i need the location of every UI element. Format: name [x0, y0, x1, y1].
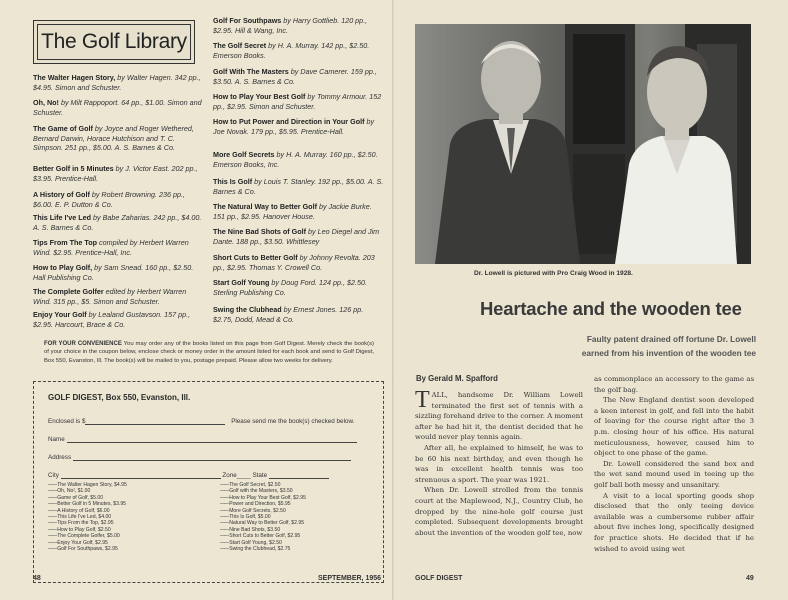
- article-headline: Heartache and the wooden tee: [480, 298, 742, 319]
- book-details: by J. Victor East. 202 pp., $3.95. Prentice-Hall.: [33, 164, 198, 183]
- book-title: Enjoy Your Golf: [33, 310, 87, 319]
- order-instructions-heading: FOR YOUR CONVENIENCE: [44, 341, 122, 347]
- book-details: by Jackie Burke. 151 pp., $2.95. Hanover House.: [213, 202, 372, 221]
- address-field[interactable]: [73, 460, 351, 461]
- coupon-checkbox-item[interactable]: —— Game of Golf, $5.00: [48, 495, 127, 501]
- coupon-checkbox-item[interactable]: —— This Life I've Led, $4.00: [48, 514, 127, 520]
- coupon-checkbox-item[interactable]: —— Swing the Clubhead, $2.75: [220, 546, 306, 552]
- coupon-checkbox-item[interactable]: —— Natural Way to Better Golf, $2.95: [220, 520, 306, 526]
- book-entry: [213, 177, 385, 196]
- book-entry: [33, 263, 203, 282]
- book-details: by Harry Gottlieb. 120 pp., $2.95. Hill & Wang, Inc.: [213, 16, 368, 35]
- order-instructions-text: You may order any of the books listed on this page from Golf Digest. Merely check the book(s) of your choice in the coupon below, enclose check or money order in the amount listed for each book and send to Golf Digest, Box 550, Evanston, Ill. The book(s) will be mailed to you, postage prepaid. Please allow two weeks for delivery.: [44, 341, 374, 364]
- book-title: Better Golf in 5 Minutes: [33, 164, 114, 173]
- page-number-left: 48: [33, 575, 41, 582]
- zone-state-label: Zone____ State: [222, 472, 268, 479]
- book-details: by H. A. Murray. 160 pp., $2.50. Emerson Books, Inc.: [213, 150, 378, 169]
- book-details: by Johnny Revolta. 203 pp., $2.95. Thomas Y. Crowell Co.: [213, 253, 375, 272]
- book-entry: [213, 202, 385, 221]
- coupon-checklist-left: [48, 482, 127, 552]
- book-entry: [213, 41, 385, 60]
- coupon-checkbox-item[interactable]: —— Power and Direction, $5.95: [220, 501, 306, 507]
- book-details: by Milt Rappoport. 64 pp., $1.00. Simon and Schuster.: [33, 98, 202, 117]
- deck-line-1: Faulty patent drained off fortune Dr. Lowell: [586, 334, 756, 344]
- book-title: How to Play Golf,: [33, 263, 93, 272]
- book-details: by Dave Camerer. 159 pp., $3.50. A. S. Barnes & Co.: [213, 67, 377, 86]
- enclosed-amount-field[interactable]: [85, 424, 225, 425]
- photo-caption: Dr. Lowell is pictured with Pro Craig Wood in 1928.: [474, 270, 633, 277]
- article-paragraph: After all, he explained to himself, he was to be 60 his next birthday, and even though he was in excellent health tennis was too strenuous a sport. The year was 1921.: [415, 443, 583, 484]
- coupon-checkbox-item[interactable]: —— Tips From the Top, $2.95: [48, 520, 127, 526]
- book-entry: [213, 117, 385, 136]
- city-label: City: [48, 472, 59, 479]
- drop-cap: T: [415, 387, 430, 413]
- article-paragraph: as commonplace an accessory to the game as the golf bag.: [594, 375, 754, 394]
- coupon-checklist-right: [220, 482, 306, 552]
- coupon-checkbox-item[interactable]: —— More Golf Secrets, $2.50: [220, 508, 306, 514]
- magazine-name-footer: GOLF DIGEST: [415, 575, 463, 582]
- coupon-checkbox-item[interactable]: —— Enjoy Your Golf, $2.95: [48, 540, 127, 546]
- coupon-checkbox-item[interactable]: —— Oh, No!, $1.00: [48, 488, 127, 494]
- book-entry: [213, 305, 385, 324]
- book-details: by Louis T. Stanley. 192 pp., $5.00. A. S. Barnes & Co.: [213, 177, 384, 196]
- coupon-checkbox-item[interactable]: —— Short Cuts to Better Golf, $2.95: [220, 533, 306, 539]
- historic-photo: [415, 24, 751, 264]
- book-entry: [213, 16, 385, 35]
- city-field[interactable]: [61, 478, 221, 479]
- article-paragraph: TALL, handsome Dr. William Lowell terminated the first set of tennis with a sizzling forehand drive to the corner. A moment after he had hit it, the dentist decided that he would never play tennis again.: [415, 387, 583, 442]
- book-title: Tips From The Top: [33, 238, 98, 247]
- coupon-checkbox-item[interactable]: —— The Walter Hagen Story, $4.95: [48, 482, 127, 488]
- coupon-checkbox-item[interactable]: —— How to Play Your Best Golf, $2.95: [220, 495, 306, 501]
- coupon-checkbox-item[interactable]: —— Start Golf Young, $2.50: [220, 540, 306, 546]
- book-details: by Tommy Armour. 152 pp., $2.95. Simon and Schuster.: [213, 92, 382, 111]
- book-title: The Game of Golf: [33, 124, 93, 133]
- book-entry: [33, 98, 203, 117]
- coupon-checkbox-item[interactable]: —— A History of Golf, $6.00: [48, 508, 127, 514]
- coupon-checkbox-item[interactable]: —— This Is Golf, $5.00: [220, 514, 306, 520]
- right-page: [394, 0, 788, 600]
- book-details: by H. A. Murray. 142 pp., $2.50. Emerson Books.: [213, 41, 370, 60]
- book-entry: [213, 92, 385, 111]
- book-entry: [33, 164, 203, 183]
- enclosed-label: Enclosed is $: [48, 418, 86, 425]
- book-details: by Walter Hagen. 342 pp., $4.95. Simon and Schuster.: [33, 73, 201, 92]
- issue-date: SEPTEMBER, 1956: [318, 575, 382, 582]
- coupon-enclosed-row: [48, 418, 354, 425]
- book-details: by Leo Diegel and Jim Dante. 188 pp., $3.50. Whittlesey: [213, 227, 380, 246]
- book-entry: [213, 278, 385, 297]
- book-details: by Robert Browning. 236 pp., $6.00. E. P. Dutton & Co.: [33, 190, 185, 209]
- book-title: A History of Golf: [33, 190, 90, 199]
- book-title: More Golf Secrets: [213, 150, 275, 159]
- book-details: compiled by Herbert Warren Wind. $2.95. Prentice-Hall, Inc.: [33, 238, 189, 257]
- page-number-right: 49: [746, 575, 754, 582]
- book-entry: [33, 287, 203, 306]
- book-details: by Sam Snead. 160 pp., $2.50. Hall Publishing Co.: [33, 263, 194, 282]
- send-books-text: Please send me the book(s) checked below.: [231, 418, 355, 425]
- coupon-checkbox-item[interactable]: —— Golf For Southpaws, $2.95: [48, 546, 127, 552]
- state-field[interactable]: [269, 478, 329, 479]
- deck-line-2: earned from his invention of the wooden tee: [581, 348, 756, 358]
- book-entry: [33, 190, 203, 209]
- book-title: Short Cuts to Better Golf: [213, 253, 298, 262]
- article-column-1: [415, 387, 583, 538]
- book-entry: [213, 67, 385, 86]
- article-deck: [496, 332, 756, 360]
- coupon-checkbox-item[interactable]: —— How to Play Golf, $2.50: [48, 527, 127, 533]
- book-entry: [213, 227, 385, 246]
- article-byline: By Gerald M. Spafford: [416, 374, 498, 383]
- book-details: by Joyce and Roger Wethered, Bernard Darwin, Horace Hutchison and T. C. Simpson. 251 pp., $5.00. A. S. Barnes & Co.: [33, 124, 194, 152]
- library-title-box: [33, 20, 195, 64]
- book-entry: [33, 124, 203, 153]
- book-title: Start Golf Young: [213, 278, 270, 287]
- book-entry: [213, 253, 385, 272]
- book-title: How to Play Your Best Golf: [213, 92, 306, 101]
- book-title: Swing the Clubhead: [213, 305, 282, 314]
- coupon-checkbox-item[interactable]: —— The Complete Golfer, $5.00: [48, 533, 127, 539]
- library-title: The Golf Library: [37, 24, 191, 60]
- article-column-2: [594, 374, 754, 554]
- name-field[interactable]: [67, 442, 357, 443]
- book-title: The Nine Bad Shots of Golf: [213, 227, 307, 236]
- book-title: The Golf Secret: [213, 41, 267, 50]
- coupon-checkbox-item[interactable]: —— Nine Bad Shots, $3.50: [220, 527, 306, 533]
- book-details: by Joe Novak. 179 pp., $5.95. Prentice-Hall.: [213, 117, 375, 136]
- address-label: Address: [48, 454, 72, 461]
- book-title: The Natural Way to Better Golf: [213, 202, 317, 211]
- book-entry: [33, 310, 203, 329]
- book-title: The Walter Hagen Story,: [33, 73, 116, 82]
- book-title: This Life I've Led: [33, 213, 92, 222]
- name-label: Name: [48, 436, 65, 443]
- book-details: by Ernest Jones. 126 pp. $2.75, Dodd, Mead & Co.: [213, 305, 364, 324]
- book-title: The Complete Golfer: [33, 287, 104, 296]
- coupon-checkbox-item[interactable]: —— Golf with the Masters, $3.50: [220, 488, 306, 494]
- book-title: How to Put Power and Direction in Your Golf: [213, 117, 365, 126]
- book-title: This Is Golf: [213, 177, 253, 186]
- book-details: edited by Herbert Warren Wind. 315 pp., $5. Simon and Schuster.: [33, 287, 187, 306]
- book-entry: [33, 238, 203, 257]
- book-entry: [213, 150, 385, 169]
- book-title: Golf With The Masters: [213, 67, 289, 76]
- coupon-city-row: [48, 472, 329, 479]
- book-details: by Babe Zaharias. 242 pp., $4.00. A. S. Barnes & Co.: [33, 213, 202, 232]
- book-details: by Lealand Gustavson. 157 pp., $2.95. Harcourt, Brace & Co.: [33, 310, 191, 329]
- coupon-heading: GOLF DIGEST, Box 550, Evanston, Ill.: [48, 393, 191, 402]
- article-paragraph: A visit to a local sporting goods shop disclosed that the only teeing device available was a cumbersome rubber affair about five inches long, specifically designed for practice shots. He decided that if he wished to avoid using wet: [594, 491, 754, 553]
- article-paragraph: When Dr. Lowell strolled from the tennis court at the Maplewood, N.J., Country Club, he dropped by the nine-hole golf course just completed. Subsequent developments brought about the invention of the wooden golf tee, now: [415, 486, 583, 537]
- article-paragraph: The New England dentist soon developed a keen interest in golf, and fell into the habit of leaving for the course right after the 3 p.m. closing hour of his office. His natural meticulousness, however, caused him to object to one phase of the game.: [594, 396, 754, 458]
- coupon-address-row: [48, 454, 351, 461]
- order-instructions: [44, 340, 374, 365]
- book-entry: [33, 73, 203, 92]
- book-title: Golf For Southpaws: [213, 16, 282, 25]
- coupon-checkbox-item[interactable]: —— Better Golf in 5 Minutes, $3.95: [48, 501, 127, 507]
- coupon-name-row: [48, 436, 357, 443]
- photo-illustration: [415, 24, 751, 264]
- book-details: by Doug Ford. 124 pp., $2.50. Sterling Publishing Co.: [213, 278, 367, 297]
- article-paragraph: Dr. Lowell considered the sand box and the wet sand mound used in teeing up the golf ball both messy and unsanitary.: [594, 459, 754, 489]
- coupon-checkbox-item[interactable]: —— The Golf Secret, $2.50: [220, 482, 306, 488]
- book-title: Oh, No!: [33, 98, 59, 107]
- order-coupon: [33, 381, 384, 583]
- book-entry: [33, 213, 203, 232]
